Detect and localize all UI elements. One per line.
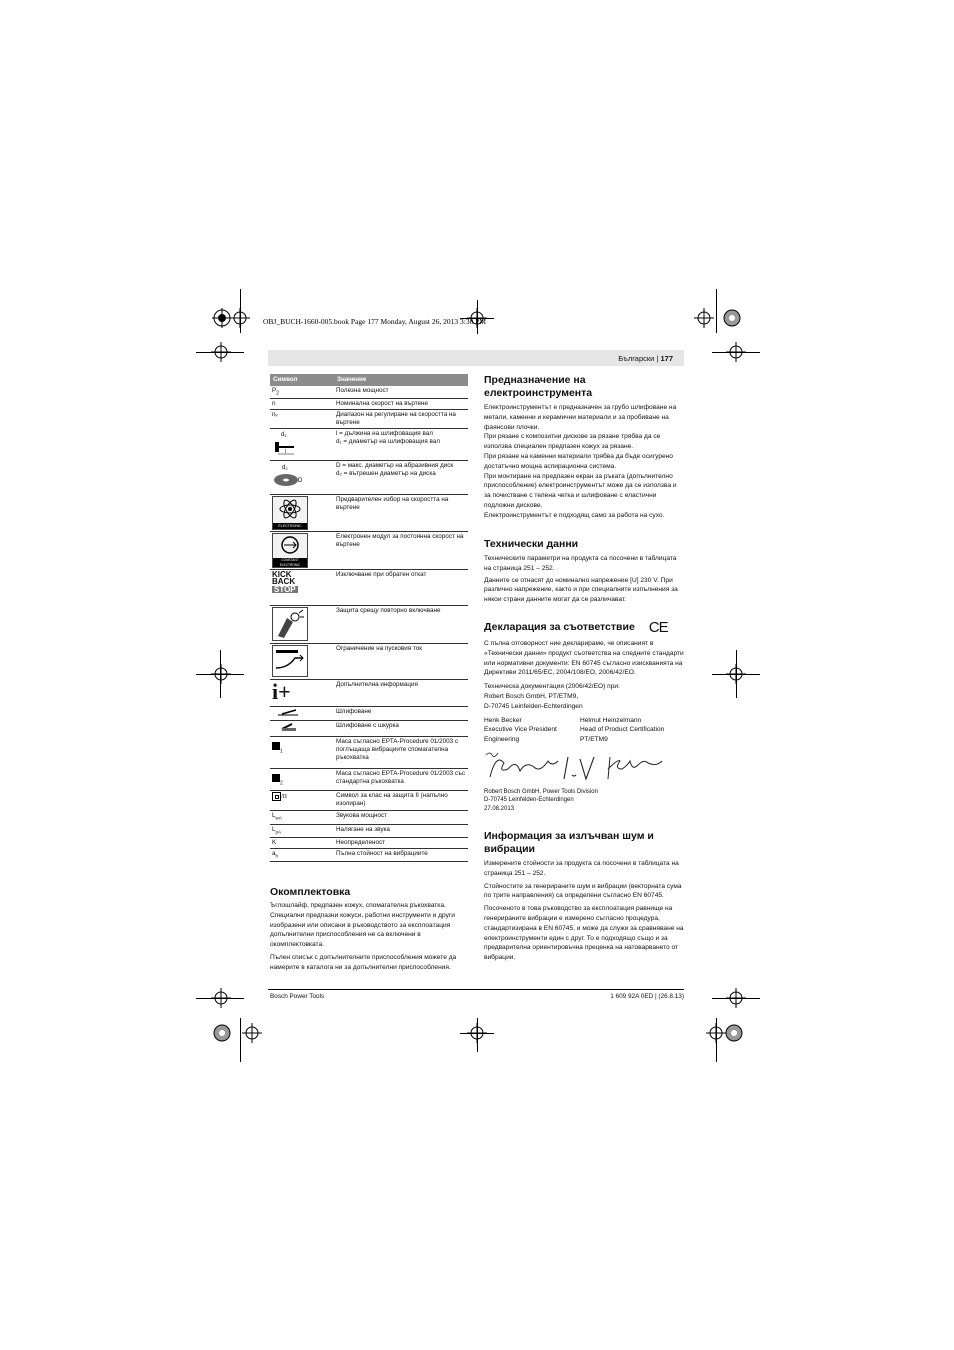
restart-protection-icon — [272, 607, 308, 641]
signatory-dept: PT/ETM9 — [580, 736, 608, 744]
section-okomplektovka — [270, 886, 470, 973]
registration-mark-icon — [467, 1023, 487, 1043]
grinding-disc-icon — [272, 462, 306, 490]
registration-mark-icon — [242, 1023, 262, 1043]
registration-mark-icon — [694, 308, 714, 328]
section-declaration — [484, 619, 684, 813]
table-row — [270, 429, 468, 461]
meaning-cell: D = макс. диаметър на абразивния диск d₂ = вътрешен диаметър на диска — [334, 461, 468, 495]
footer-left: Bosch Power Tools — [270, 993, 325, 1000]
handwritten-signatures — [484, 747, 684, 783]
meaning-cell: Номинална скорост на въртене — [334, 399, 468, 410]
registration-mark-icon — [726, 342, 746, 362]
table-row — [270, 495, 468, 532]
spindle-length-icon — [272, 430, 298, 456]
paragraph: Специални предпазни кожуси, работни инструменти и други изобразени или описани в ръководството за експлоатация допълнителни приспособления не са включени в окомплектовката. — [270, 911, 455, 949]
section-noise — [484, 830, 684, 963]
table-header-row — [270, 374, 468, 386]
signatory-name: Henk Becker — [484, 716, 522, 724]
table-row — [270, 461, 468, 495]
paragraph: Посоченото в това ръководство за експлоатация равнище на генерираните вибрации е измерено съгласно процедура, стандартизирана в EN 60745, и може да служи за сравняване на електроинструменти един с друг. То е подходящо също и за предварителна ориентировъчна преценка на натоварването от вибрации. — [484, 905, 684, 962]
column-header-meaning: Значение — [334, 374, 468, 386]
svg-text:D: D — [298, 478, 303, 485]
paragraph: Техническа документация (2006/42/EO) при: Robert Bosch GmbH, PT/ETM9, D-70745 Leinfelden-Echterdingen — [484, 683, 620, 710]
registration-mark-icon — [212, 1023, 232, 1043]
meaning-cell: Неопределеност — [334, 837, 468, 848]
footer-right: 1 609 92A 0ED | (26.8.13) — [610, 993, 684, 1000]
registration-mark-icon — [211, 988, 231, 1008]
registration-mark-icon — [722, 308, 742, 328]
symbol-table — [270, 374, 468, 862]
table-row — [270, 721, 468, 737]
section-title: Окомплектовка — [270, 886, 351, 898]
signatory-title: Executive Vice President — [484, 726, 557, 734]
meaning-cell: Маса съгласно EPTA-Procedure 01/2003 със стандартна ръкохватка — [334, 769, 468, 791]
table-row — [270, 680, 468, 707]
meaning-cell: Защита срещу повторно включване — [334, 606, 468, 644]
table-row — [270, 644, 468, 680]
page-header: Български | 177 — [618, 354, 673, 363]
crop-mark — [716, 289, 717, 333]
table-row — [270, 410, 468, 429]
registration-mark-icon — [230, 308, 250, 328]
meaning-cell: Полезна мощност — [334, 386, 468, 399]
table-row — [270, 737, 468, 769]
signatory-name: Helmut Heinzelmann — [580, 716, 642, 724]
meaning-cell: Шлифоване с шкурка — [334, 721, 468, 737]
table-row — [270, 532, 468, 570]
svg-text:d2: d2 — [282, 465, 288, 472]
registration-mark-icon — [211, 664, 231, 684]
sanding-icon — [272, 722, 302, 732]
company-address: Robert Bosch GmbH, Power Tools Division D-70745 Leinfelden-Echterdingen 27.08.2013 — [484, 788, 598, 812]
signatory-title: Head of Product Certification — [580, 726, 665, 734]
registration-mark-icon — [212, 308, 232, 328]
paragraph: Техническите параметри на продукта са посочени в таблицата на страница 251 – 252. — [484, 555, 677, 572]
grinding-icon — [272, 708, 302, 716]
soft-start-icon — [272, 645, 308, 677]
meaning-cell: Шлифоване — [334, 707, 468, 721]
file-info-line: OBJ_BUCH-1660-005.book Page 177 Monday, August 26, 2013 3:30 PM — [263, 317, 487, 326]
registration-mark-icon — [726, 664, 746, 684]
paragraph: При рязане с композитни дискове за рязане трябва да се използва специален предпазен кожух за рязане. — [484, 433, 661, 451]
page-number: 177 — [660, 354, 673, 363]
paragraph: При монтиране на предпазен екран за ръката (допълнително приспособление) електроинструментът може да се използва и за почистване с телена четка и шлифоване с еластични подложни дискове. — [484, 472, 677, 509]
paragraph: Ъглошлайф, предпазен кожух, спомагателна ръкохватка. — [270, 902, 446, 909]
meaning-cell: Пълна стойност на вибрациите — [334, 848, 468, 861]
meaning-cell: Изключване при обратен откат — [334, 570, 468, 606]
protection-class-label: /II — [281, 793, 287, 801]
footer-rule — [268, 989, 684, 990]
protection-class-icon — [272, 792, 281, 801]
column-header-symbol: Символ — [270, 374, 334, 386]
table-row: $L_{pA}$ Налягане на звука — [270, 824, 468, 837]
registration-mark-icon — [706, 1023, 726, 1043]
paragraph: Данните се отнасят до номинално напрежение [U] 230 V. При различно напрежение, както и при специалните изпълнения за някои страни данните могат да се различават. — [484, 576, 678, 604]
electronic-speed-icon: ELECTRONIC — [272, 496, 308, 530]
header-language: Български — [618, 354, 655, 363]
section-title: Технически данни — [484, 538, 579, 550]
table-row — [270, 837, 468, 848]
table-row — [270, 769, 468, 791]
signatory-dept: Engineering — [484, 736, 520, 744]
weight-icon — [272, 742, 280, 750]
section-title: Предназначение на електроинструмента — [484, 374, 593, 399]
paragraph: Електроинструментът е предназначен за грубо шлифоване на метали, каменни и керамични материали и за пробиване на фаянсови плочки. — [484, 404, 677, 431]
table-row — [270, 399, 468, 410]
section-tech-data — [484, 538, 684, 605]
symbol-cell: n — [270, 399, 334, 410]
paragraph: Електроинструментът е подходящ само за работа на сухо. — [484, 511, 665, 519]
meaning-cell: Електронен модул за постоянна скорост на въртене — [334, 532, 468, 570]
symbol-cell: nᵥ — [270, 410, 334, 429]
meaning-cell: Символ за клас на защита II (напълно изолиран) — [334, 791, 468, 811]
meaning-cell: Маса съгласно EPTA-Procedure 01/2003 с поглъщаща вибрациите спомагателна ръкохватка — [334, 737, 468, 769]
meaning-cell: Допълнителна информация — [334, 680, 468, 707]
paragraph: Пълен списък с допълнителните приспособления можете да намерите в каталога ни за допълнителни приспособления. — [270, 953, 457, 971]
weight-index: 1 — [280, 748, 283, 755]
registration-mark-icon — [211, 342, 231, 362]
table-row — [270, 791, 468, 811]
svg-text:l: l — [285, 449, 287, 456]
table-row: $L_{wA}$ Звукова мощност — [270, 811, 468, 824]
weight-index: 2 — [280, 780, 283, 787]
info-plus-icon: i+ — [272, 679, 291, 705]
constant-electronic-icon: CONSTANT ELECTRONIC — [272, 533, 308, 568]
paragraph: Измерените стойности за продукта са посочени в таблицата на страница 251 – 252. — [484, 860, 679, 877]
meaning-cell: Предварителен избор на скоростта на въртене — [334, 495, 468, 532]
meaning-cell: Звукова мощност — [334, 811, 468, 824]
registration-mark-icon — [724, 1023, 744, 1043]
table-row: $P_2$ Полезна мощност — [270, 386, 468, 399]
section-title: Декларация за съответствие — [484, 621, 635, 633]
section-purpose — [484, 374, 684, 521]
paragraph: При рязане на каменни материали трябва да бъде осигурено достатъчно мощна аспирационна система. — [484, 452, 673, 470]
svg-text:d1: d1 — [281, 432, 287, 439]
paragraph: С пълна отговорност ние декларираме, че описаният в «Технически данни» продукт съответства на следните стандарти или нормативни документи: EN 60745 съгласно изискванията на Директиви 2011/65/EC, 2004/108/EO, 2006/42/EO. — [484, 640, 684, 677]
signatories — [484, 716, 684, 745]
registration-mark-icon — [726, 988, 746, 1008]
table-row — [270, 707, 468, 721]
section-title: Информация за излъчван шум и вибрации — [484, 830, 654, 855]
ce-mark-icon: CE — [648, 619, 668, 636]
symbol-cell: K — [270, 837, 334, 848]
meaning-cell: Ограничение на пусковия ток — [334, 644, 468, 680]
meaning-cell: Диапазон на регулиране на скоростта на въртене — [334, 410, 468, 429]
table-row — [270, 606, 468, 644]
kickback-stop-icon: KICK BACK STOP — [272, 570, 296, 595]
meaning-cell: l = дължина на шлифоващия вал d₁ = диаметър на шлифоващия вал — [334, 429, 468, 461]
table-row: $a_h$ Пълна стойност на вибрациите — [270, 848, 468, 861]
crop-mark — [240, 1018, 241, 1062]
paragraph: Стойностите за генерираните шум и вибрации (векторната сума по трите направления) са определени съгласно EN 60745. — [484, 882, 682, 900]
meaning-cell: Налягане на звука — [334, 824, 468, 837]
weight-icon — [272, 774, 280, 782]
table-row — [270, 570, 468, 606]
